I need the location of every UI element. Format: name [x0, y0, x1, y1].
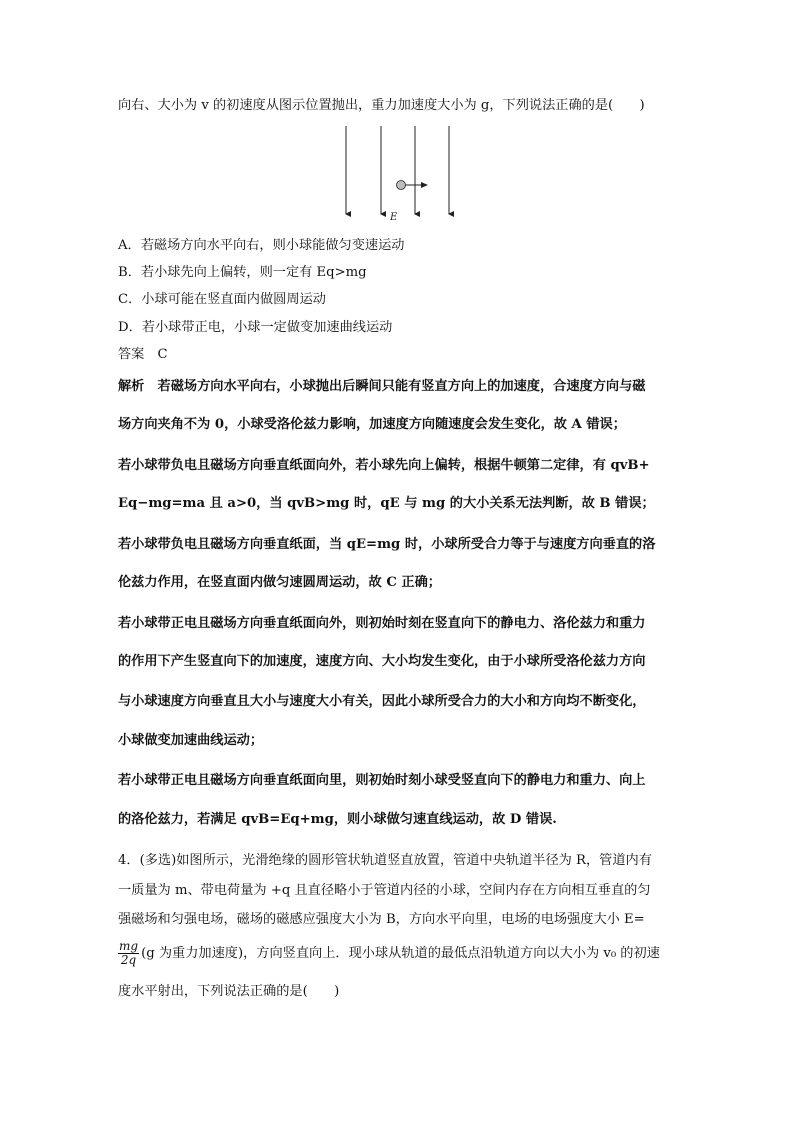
field-diagram	[330, 124, 460, 228]
field-label: E	[390, 212, 398, 223]
question-stem: 向右、大小为 v 的初速度从图示位置抛出，重力加速度大小为 g，下列说法正确的是( )	[118, 98, 645, 113]
fraction-numerator: mg	[119, 939, 139, 953]
option-a: A．若磁场方向水平向右，则小球能做匀变速运动	[118, 238, 405, 253]
answer: 答案 C	[118, 347, 168, 362]
question-4-line: 4．(多选)如图所示，光滑绝缘的圆形管状轨道竖直放置，管道中央轨道半径为 R，管道内有	[118, 853, 652, 868]
analysis-line: Eq−mg=ma 且 a>0，当 qvB>mg 时，qE 与 mg 的大小关系无法判断，故 B 错误；	[118, 496, 655, 511]
option-c: C．小球可能在竖直面内做圆周运动	[118, 292, 326, 307]
analysis-line: 若小球带正电且磁场方向垂直纸面向里，则初始时刻小球受竖直向下的静电力和重力、向上	[118, 773, 646, 788]
question-4-line: 一质量为 m、带电荷量为 +q 且直径略小于管道内径的小球，空间内存在方向相互垂直的匀	[118, 883, 651, 898]
option-d: D．若小球带正电，小球一定做变加速曲线运动	[118, 320, 393, 335]
analysis-line: 若小球带正电且磁场方向垂直纸面向外，则初始时刻在竖直向下的静电力、洛伦兹力和重力	[118, 616, 646, 631]
option-b: B．若小球先向上偏转，则一定有 Eq>mg	[118, 265, 367, 280]
ball	[397, 181, 406, 190]
question-4-line: 度水平射出，下列说法正确的是( )	[118, 984, 340, 999]
analysis-line: 若小球带负电且磁场方向垂直纸面，当 qE=mg 时，小球所受合力等于与速度方向垂直的洛	[118, 537, 656, 552]
fraction-denominator: 2q	[120, 953, 137, 967]
analysis-line: 场方向夹角不为 0，小球受洛伦兹力影响，加速度方向随速度会发生变化，故 A 错误；	[118, 417, 626, 432]
analysis-line: 伦兹力作用，在竖直面内做匀速圆周运动，故 C 正确；	[118, 575, 441, 590]
analysis-line: 若小球带负电且磁场方向垂直纸面向外，若小球先向上偏转，根据牛顿第二定律，有 qvB+	[118, 458, 650, 473]
analysis-line: 的洛伦兹力，若满足 qvB=Eq+mg，则小球做匀速直线运动，故 D 错误.	[118, 812, 557, 827]
analysis-line: 与小球速度方向垂直且大小与速度大小有关，因此小球所受合力的大小和方向均不断变化，	[118, 694, 646, 709]
question-4-line: 强磁场和匀强电场，磁场的磁感应强度大小为 B，方向水平向里，电场的电场强度大小 E=	[118, 912, 645, 927]
analysis-line: 的作用下产生竖直向下的加速度，速度方向、大小均发生变化，由于小球所受洛伦兹力方向	[118, 654, 646, 669]
analysis-line: 解析 若磁场方向水平向右，小球抛出后瞬间只能有竖直方向上的加速度，合速度方向与磁	[118, 379, 646, 394]
question-4-line-rest: (g 为重力加速度)，方向竖直向上．现小球从轨道的最低点沿轨道方向以大小为 v₀ 的初速	[141, 946, 660, 961]
question-4-line	[118, 940, 678, 967]
analysis-line: 小球做变加速曲线运动；	[118, 733, 264, 748]
fraction-mg-over-2q	[118, 940, 139, 967]
